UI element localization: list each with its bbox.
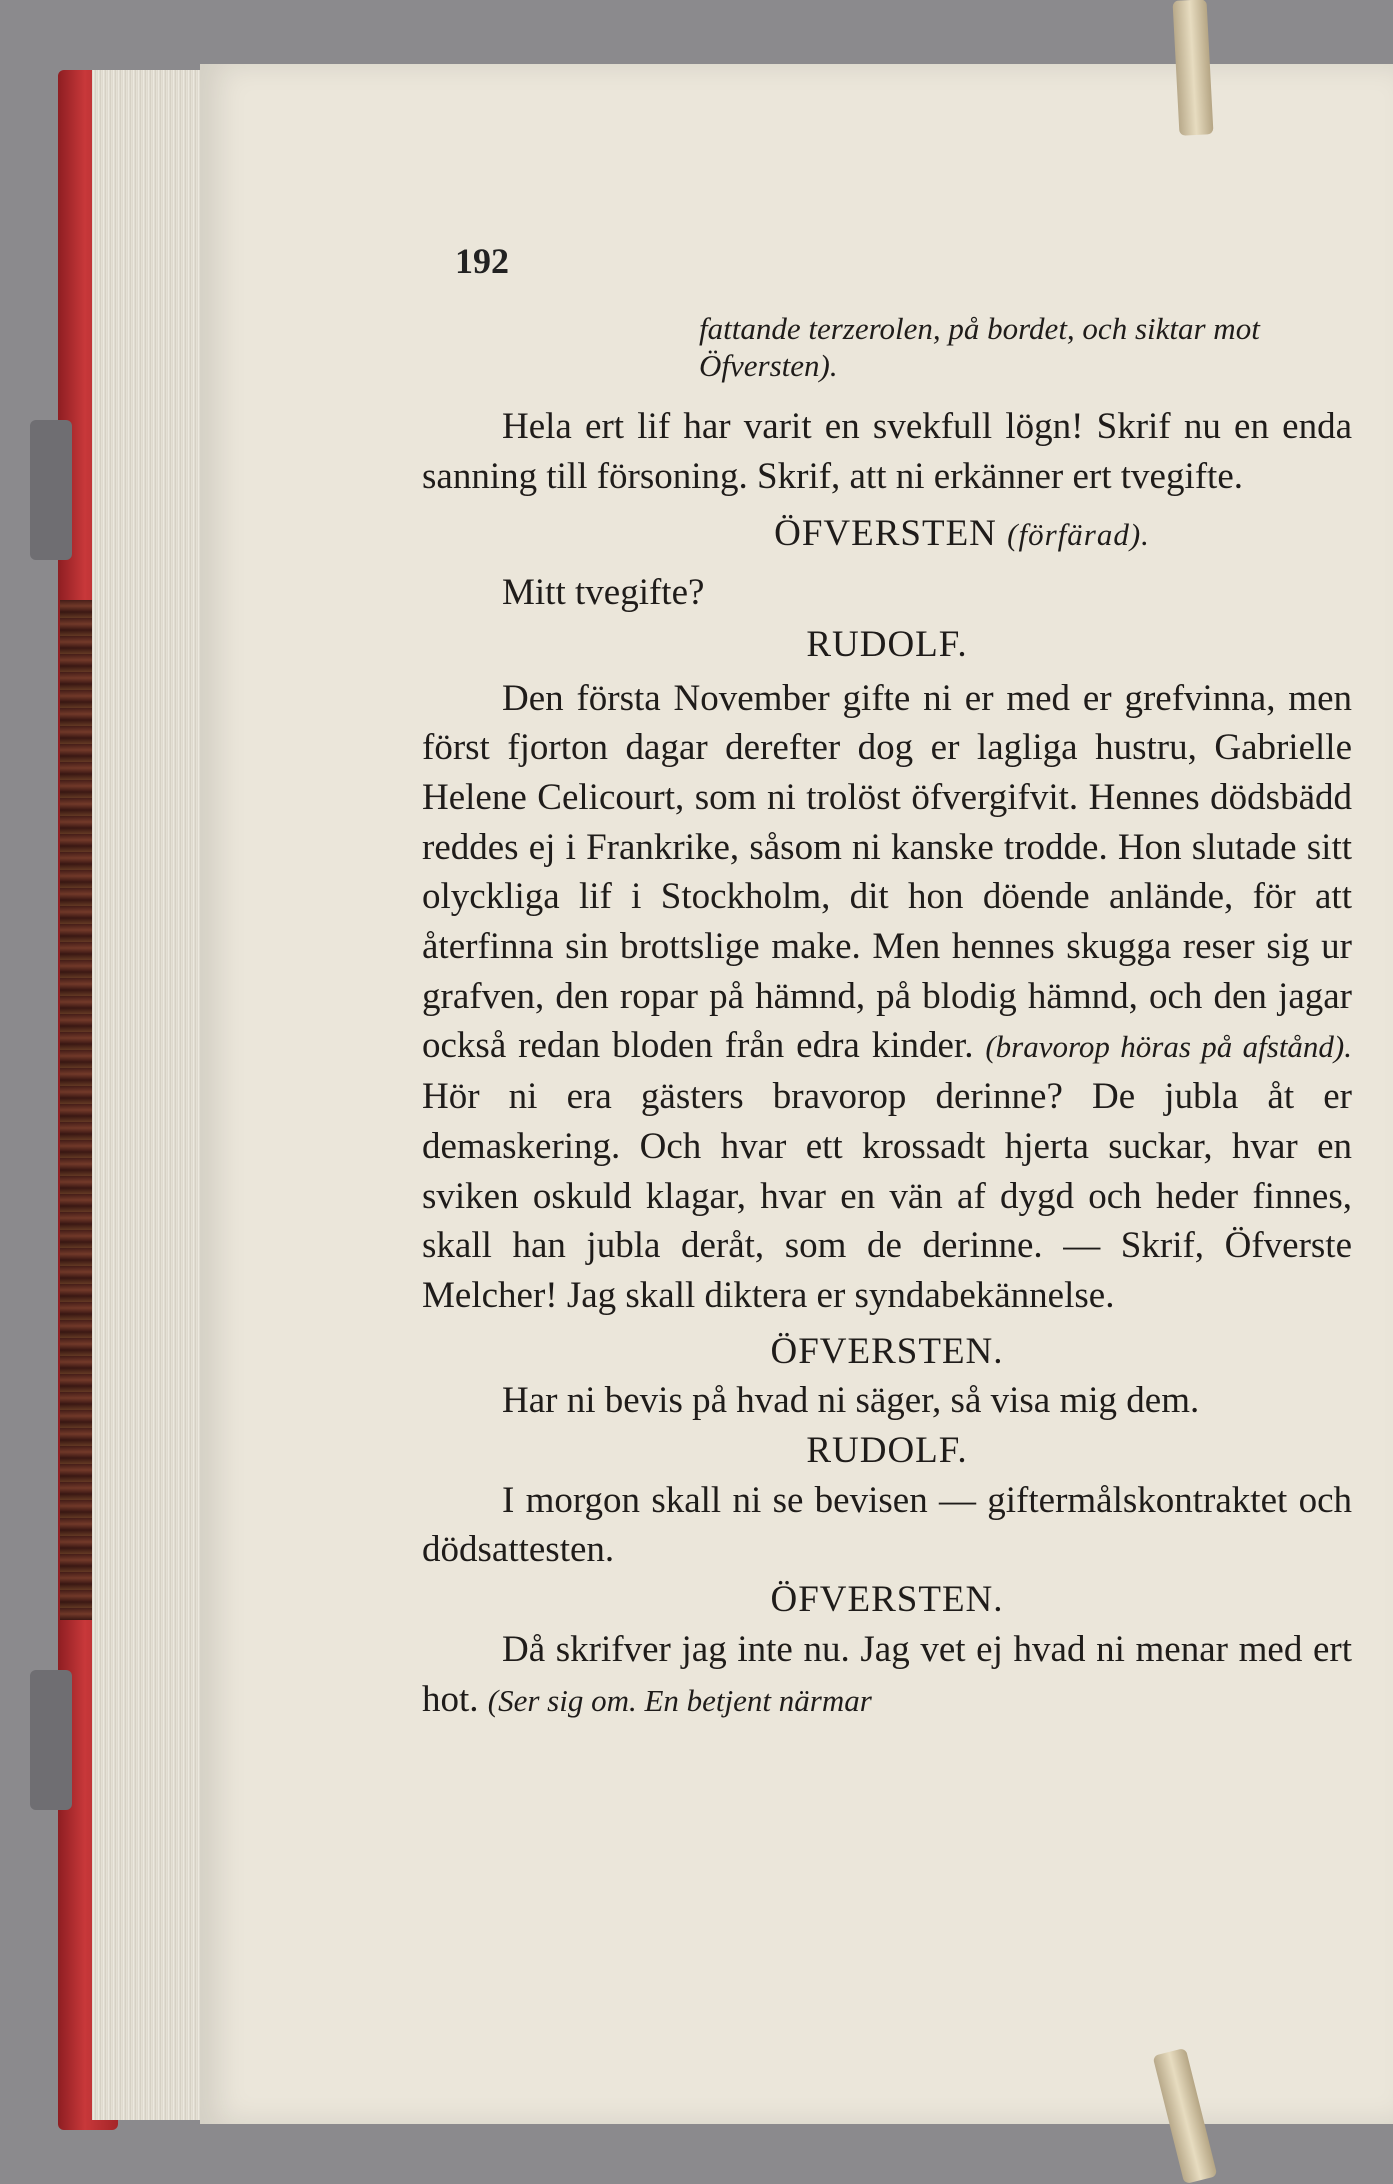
- left-clip-top: [30, 420, 72, 560]
- paragraph-4: Har ni bevis på hvad ni säger, så visa mig dem.: [502, 1380, 1200, 1422]
- page-text: [422, 240, 1352, 1725]
- paragraph-3-direction: (bravorop höras på afstånd).: [985, 1029, 1352, 1065]
- page-number: 192: [455, 241, 509, 281]
- paragraph-2: Mitt tvegifte?: [502, 572, 705, 614]
- speaker-heading-4: RUDOLF.: [806, 1430, 968, 1472]
- paragraph-6-direction: (Ser sig om. En betjent närmar: [487, 1682, 872, 1718]
- speaker-heading-3: ÖFVERSTEN.: [770, 1330, 1004, 1372]
- speaker-heading-2: RUDOLF.: [806, 623, 968, 665]
- speaker-direction-1: (förfärad).: [1007, 517, 1150, 553]
- paragraph-3-text: Den första November gifte ni er med er grefvinna, men först fjorton dagar derefter dog er lagliga hustru, Gabrielle Helene Celicourt, som ni trolöst öfvergifvit. Hennes dödsbädd reddes ej i Frankrike, såsom ni kanske trodde. Hon slutade sitt olyckliga lif i Stockholm, dit hon döende anlände, för att återfinna sin brottslige make. Men hennes skugga reser sig ur grafven, den ropar på hämnd, på blodig hämnd, och den jagar också redan bloden från edra kinder.: [422, 677, 1352, 1067]
- paragraph-6: [422, 1625, 1352, 1725]
- bookmark-top: [1172, 0, 1213, 136]
- marbled-edge: [60, 600, 94, 1620]
- paragraph-3: [422, 674, 1352, 1321]
- paragraph-5: I morgon skall ni se bevisen — giftermålskontraktet och dödsattesten.: [422, 1479, 1352, 1571]
- paragraph-1: Hela ert lif har varit en svekfull lögn! Skrif nu en enda sanning till försoning. Skrif, att ni erkänner ert tvegifte.: [422, 406, 1352, 497]
- speaker-heading-1: [422, 509, 1352, 560]
- left-clip-bottom: [30, 1670, 72, 1810]
- speaker-heading-5: ÖFVERSTEN.: [770, 1579, 1004, 1621]
- paragraph-6-text: Då skrifver jag inte nu. Jag vet ej hvad ni menar med ert hot.: [422, 1628, 1352, 1720]
- stage-direction: fattande terzerolen, på bordet, och siktar mot Öfversten).: [699, 311, 1260, 383]
- speaker-name-1: ÖFVERSTEN: [774, 513, 997, 555]
- paragraph-3-text-cont: Hör ni era gästers bravorop derinne? De jubla åt er demaskering. Och hvar ett krossadt hjerta suckar, hvar en sviken oskuld klagar, hvar en vän af dygd och heder finnes, skall han jubla deråt, som de derinne. — Skrif, Öfverste Melcher! Jag skall diktera er syndabekännelse.: [422, 1076, 1352, 1316]
